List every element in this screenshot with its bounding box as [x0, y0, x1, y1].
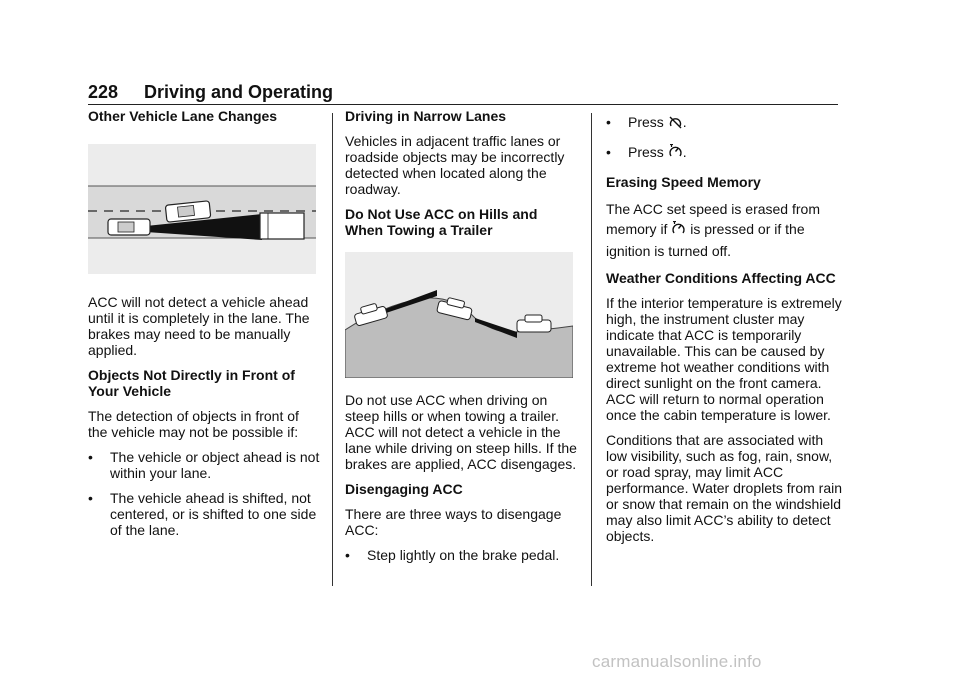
bullet: • — [606, 144, 611, 160]
lane-change-illustration — [88, 144, 316, 274]
period: . — [682, 114, 687, 130]
heading-objects-not-in-front: Objects Not Directly in Front of Your Vehicle — [88, 367, 295, 399]
heading-weather-conditions: Weather Conditions Affecting ACC — [606, 270, 836, 286]
list-item — [345, 547, 577, 563]
cruise-on-off-icon — [668, 144, 683, 162]
lane-change-figure — [88, 144, 316, 274]
hill-illustration — [345, 252, 573, 378]
column-divider — [332, 113, 333, 586]
list-item-text: The vehicle ahead is shifted, not centered, or is shifted to one side of the lane. — [110, 490, 317, 538]
list-item — [88, 449, 320, 481]
paragraph — [606, 199, 842, 261]
truck-ahead — [260, 213, 304, 239]
list-item-text: The vehicle or object ahead is not within your lane. — [110, 449, 320, 481]
heading-driving-in-narrow-lanes: Driving in Narrow Lanes — [345, 108, 507, 124]
list-item — [606, 114, 842, 132]
bullet: • — [345, 547, 350, 563]
heading-erasing-speed-memory: Erasing Speed Memory — [606, 174, 761, 190]
list-item — [606, 144, 842, 162]
bullet: • — [88, 449, 93, 465]
own-vehicle — [108, 219, 150, 235]
list-item-text — [628, 144, 687, 162]
press-label: Press — [628, 114, 664, 130]
heading-other-vehicle-lane-changes: Other Vehicle Lane Changes — [88, 108, 278, 124]
heading-hills-and-trailer: Do Not Use ACC on Hills and When Towing a Trailer — [345, 206, 538, 238]
column-right — [606, 108, 842, 553]
text-run: is pressed or if the ignition is turned off. — [606, 221, 805, 259]
paragraph: The detection of objects in front of the vehicle may not be possible if: — [88, 408, 299, 440]
text-run: The ACC set speed is erased from memory if — [606, 201, 820, 237]
cruise-on-off-icon — [671, 221, 686, 241]
paragraph: ACC will not detect a vehicle ahead until it is completely in the lane. The brakes may need to be manually applied. — [88, 294, 310, 358]
list-item-text: Step lightly on the brake pedal. — [367, 547, 560, 563]
paragraph: Do not use ACC when driving on steep hills or when towing a trailer. ACC will not detect a vehicle in the lane while driving on steep hills. If the brakes are applied, ACC disengages. — [345, 392, 577, 472]
period: . — [682, 144, 687, 160]
column-left — [88, 108, 320, 547]
column-divider — [591, 113, 592, 586]
cruise-cancel-icon — [668, 116, 683, 132]
bullet: • — [606, 114, 611, 130]
page-header — [88, 82, 838, 104]
heading-disengaging-acc: Disengaging ACC — [345, 481, 463, 497]
list-item-text — [628, 114, 687, 132]
paragraph: Vehicles in adjacent traffic lanes or roadside objects may be incorrectly detected when located along the roadway. — [345, 133, 565, 197]
section-title: Driving and Operating — [144, 82, 334, 102]
vehicle-ahead — [517, 315, 551, 332]
paragraph: Conditions that are associated with low visibility, such as fog, rain, snow, or road spray, may limit ACC performance. Water droplets from rain or snow that remain on the windshield may also limit ACC’s ability to detect objects. — [606, 432, 843, 544]
column-middle — [345, 108, 577, 572]
list-item — [88, 490, 320, 538]
paragraph: There are three ways to disengage ACC: — [345, 506, 562, 538]
press-label: Press — [628, 144, 664, 160]
bullet: • — [88, 490, 93, 506]
paragraph: If the interior temperature is extremely high, the instrument cluster may indicate that ACC is temporarily unavailable. This can be caused by extreme hot weather conditions with direct sunlight on the front camera. ACC will return to normal operation once the cabin temperature is lower. — [606, 295, 842, 423]
header-rule — [88, 104, 838, 105]
hill-figure — [345, 252, 573, 378]
watermark: carmanualsonline.info — [592, 652, 762, 671]
page-number: 228 — [88, 82, 119, 102]
